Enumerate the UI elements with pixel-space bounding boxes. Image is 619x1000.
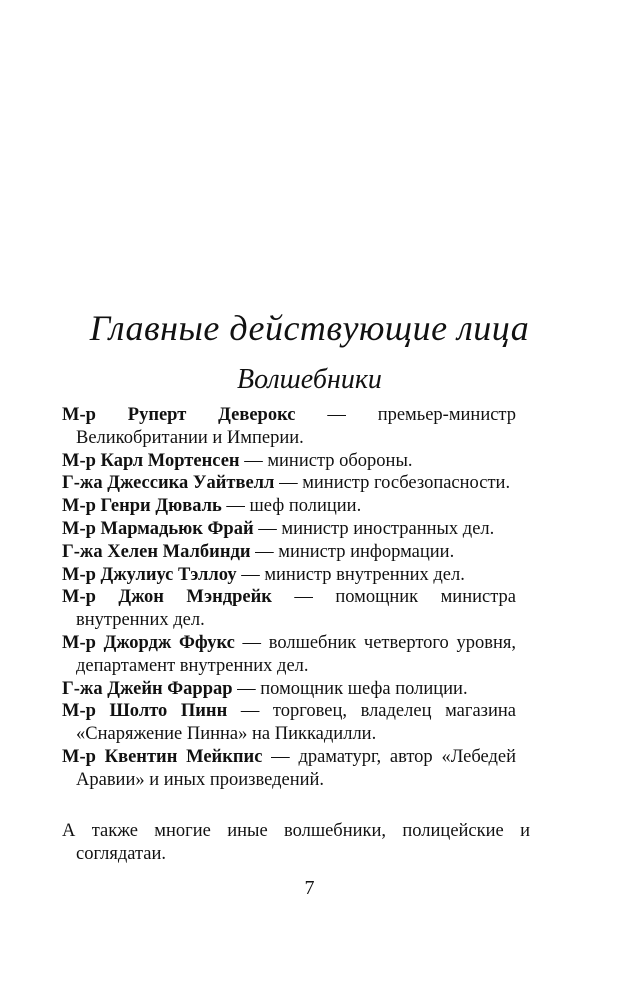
character-entry <box>62 564 516 587</box>
character-entry <box>62 541 516 564</box>
character-description: — министр внутренних дел. <box>236 564 465 585</box>
character-name: М-р Квентин Мейкпис <box>62 746 263 767</box>
character-name: М-р Генри Дюваль <box>62 496 222 517</box>
character-entry <box>62 404 516 450</box>
character-entry <box>62 586 516 632</box>
character-description: — драматург, автор «Лебедей Аравии» и иных произведений. <box>76 746 516 790</box>
character-entry <box>62 495 516 518</box>
character-list <box>62 404 516 792</box>
character-name: М-р Джулиус Тэллоу <box>62 564 237 585</box>
page-number: 7 <box>304 877 315 899</box>
character-entry <box>62 472 516 495</box>
character-name: М-р Джон Мэндрейк <box>62 587 272 608</box>
character-description: — волшебник четвертого уровня, департамент внутренних дел. <box>76 632 516 676</box>
character-description: — помощник шефа полиции. <box>232 678 468 699</box>
character-entry <box>62 450 516 473</box>
character-description: — министр обороны. <box>239 450 413 471</box>
section-subtitle: Волшебники <box>237 364 382 395</box>
character-entry <box>62 700 516 746</box>
character-description: — министр информации. <box>250 541 455 562</box>
page-title: Главные действующие лица <box>89 308 530 348</box>
character-name: М-р Мармадьюк Фрай <box>62 518 254 539</box>
character-description: — премьер-министр Великобритании и Империи. <box>76 405 516 448</box>
character-entry <box>62 678 516 701</box>
character-name: М-р Карл Мортенсен <box>62 450 240 471</box>
character-name: Г-жа Хелен Малбинди <box>62 541 251 562</box>
character-entry <box>62 632 516 678</box>
footer-note: А также многие иные волшебники, полицейские и соглядатаи. <box>62 821 530 864</box>
character-entry <box>62 746 516 792</box>
character-name: Г-жа Джессика Уайтвелл <box>62 473 275 494</box>
character-description: — помощник министра внутренних дел. <box>76 587 516 631</box>
character-name: М-р Шолто Пинн <box>62 701 228 722</box>
character-description: — шеф полиции. <box>221 496 362 517</box>
character-description: — министр иностранных дел. <box>253 518 495 539</box>
character-name: М-р Руперт Деверокс <box>62 405 296 425</box>
character-description: — торговец, владелец магазина «Снаряжение Пинна» на Пиккадилли. <box>76 701 516 745</box>
character-description: — министр госбезопасности. <box>274 473 511 494</box>
character-name: Г-жа Джейн Фаррар <box>62 678 233 699</box>
character-name: М-р Джордж Ффукс <box>62 632 235 653</box>
character-entry <box>62 518 516 541</box>
